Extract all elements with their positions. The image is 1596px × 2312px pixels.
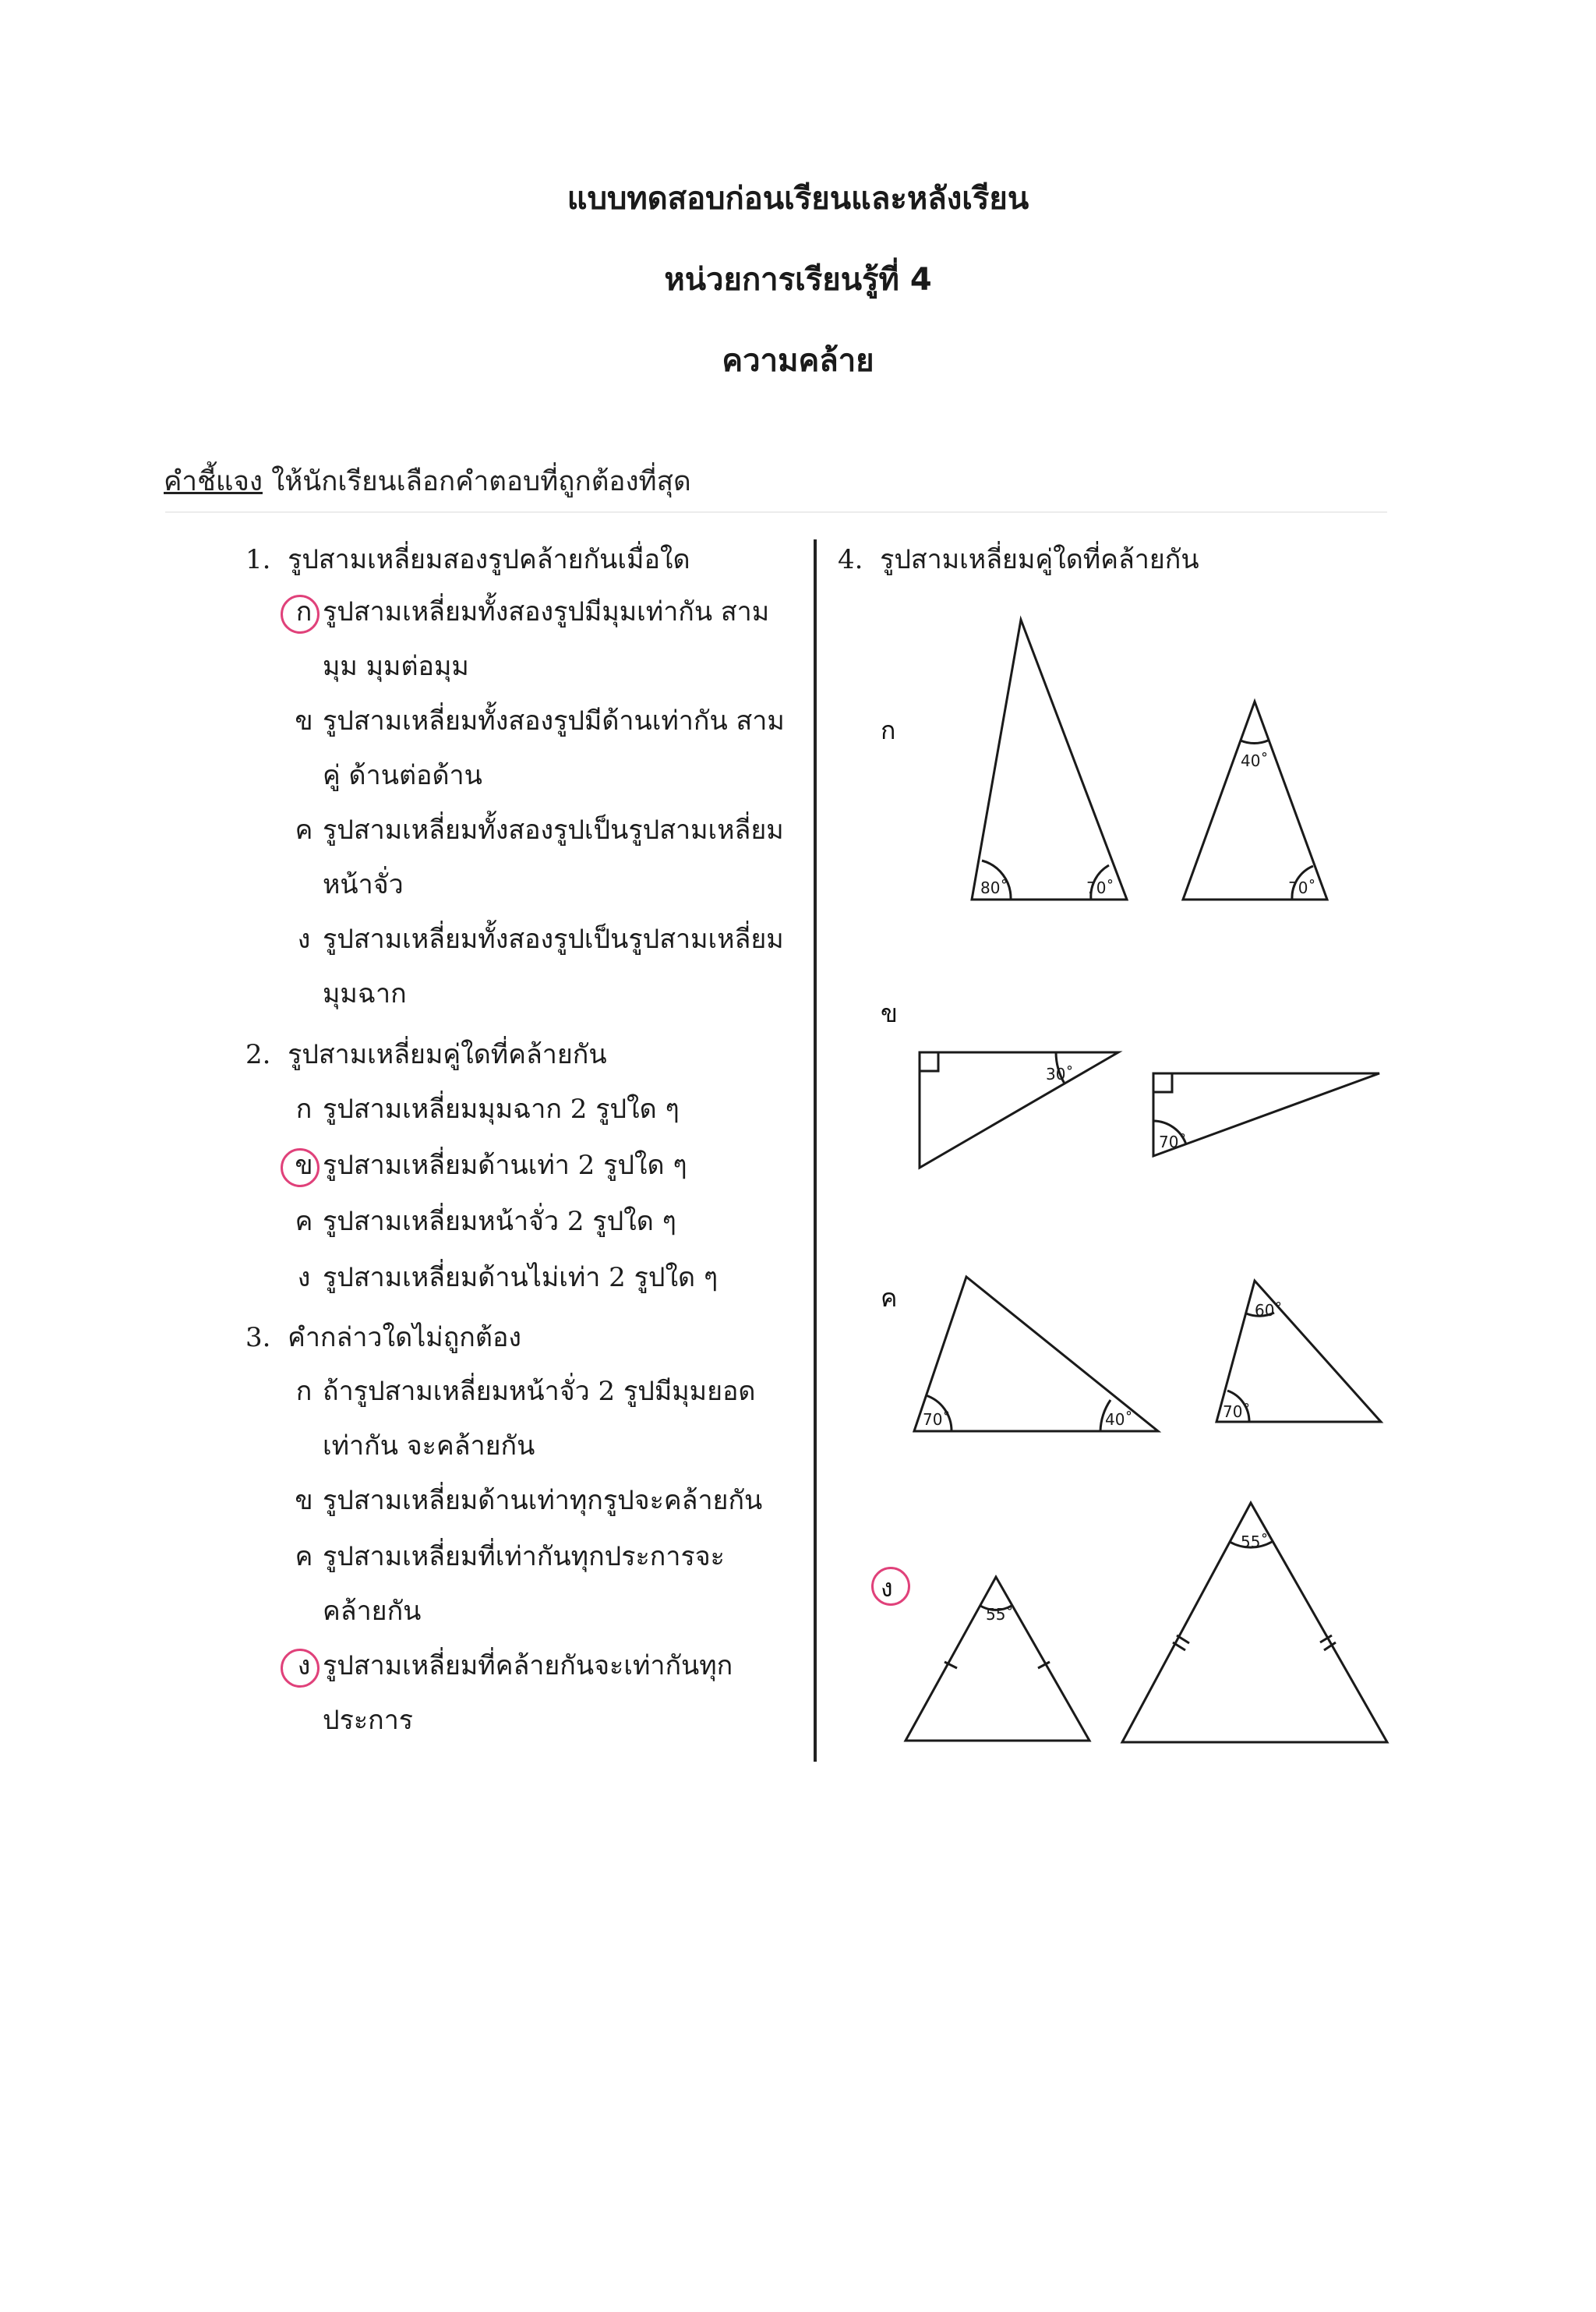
tick-mark (1177, 1635, 1189, 1643)
option-key: ง (297, 924, 311, 955)
option-text: รูปสามเหลี่ยมทั้งสองรูปเป็นรูปสามเหลี่ยม หน้าจั่ว (323, 815, 784, 900)
option-text: รูปสามเหลี่ยมที่คล้ายกันจะเท่ากันทุก ประการ (323, 1650, 733, 1736)
tick-mark (1324, 1642, 1336, 1650)
option-text: รูปสามเหลี่ยมทั้งสองรูปเป็นรูปสามเหลี่ยม มุมฉาก (323, 924, 784, 1009)
option-text: รูปสามเหลี่ยมมุมฉาก 2 รูปใด ๆ (323, 1094, 680, 1125)
angle-arc (1241, 741, 1268, 744)
angle-label: 55˚ (1241, 1532, 1269, 1551)
q3-option-b[interactable] (288, 1473, 795, 1528)
angle-label: 70˚ (1288, 878, 1316, 897)
angle-label: 80˚ (980, 878, 1008, 897)
q4-option-d-key[interactable]: ง (881, 1573, 893, 1603)
angle-arc (1091, 865, 1109, 900)
question-3 (245, 1316, 521, 1358)
angle-arc (982, 861, 1011, 900)
instruction (164, 460, 691, 503)
triangle-a1 (972, 620, 1127, 900)
answer-mark-circle (281, 1649, 320, 1688)
q4-option-b-key[interactable]: ข (881, 999, 898, 1028)
divider (165, 511, 1387, 513)
triangle-a2 (1183, 702, 1327, 900)
q3-option-d[interactable] (288, 1639, 795, 1748)
angle-label: 70˚ (1223, 1402, 1251, 1421)
option-key: ง (297, 1650, 311, 1681)
angle-label: 55˚ (986, 1605, 1014, 1624)
question-number: 2. (245, 1039, 271, 1070)
angle-arc (1056, 1052, 1065, 1084)
question-2 (245, 1033, 607, 1075)
option-key: ข (295, 1485, 313, 1516)
angle-label: 40˚ (1241, 751, 1269, 770)
q1-option-a[interactable] (288, 585, 795, 694)
option-text: รูปสามเหลี่ยมทั้งสองรูปมีด้านเท่ากัน สามคู่ ด้านต่อด้าน (323, 705, 785, 791)
option-text: รูปสามเหลี่ยมด้านเท่า 2 รูปใด ๆ (323, 1150, 687, 1181)
angle-arc (980, 1606, 1012, 1610)
question-text: รูปสามเหลี่ยมสองรูปคล้ายกันเมื่อใด (288, 544, 690, 575)
angle-label: 70˚ (1159, 1133, 1187, 1151)
question-4 (838, 538, 1199, 580)
angle-arc (1100, 1400, 1110, 1431)
option-key: ค (295, 815, 313, 846)
option-text: รูปสามเหลี่ยมด้านเท่าทุกรูปจะคล้ายกัน (323, 1485, 763, 1516)
angle-arc (1153, 1121, 1186, 1144)
triangle-c1 (914, 1277, 1158, 1431)
question-text: รูปสามเหลี่ยมคู่ใดที่คล้ายกัน (288, 1039, 607, 1070)
angle-arc (1230, 1542, 1272, 1547)
option-key: ง (297, 1262, 311, 1293)
option-key: ก (295, 596, 312, 627)
q3-option-a[interactable] (288, 1364, 795, 1473)
triangle-d1 (906, 1577, 1089, 1741)
question-text: คำกล่าวใดไม่ถูกต้อง (288, 1322, 521, 1353)
tick-mark (945, 1662, 957, 1668)
q3-option-c[interactable] (288, 1529, 795, 1639)
tick-mark (1320, 1635, 1332, 1642)
angle-arc (1292, 866, 1313, 900)
q1-option-c[interactable] (288, 803, 795, 912)
option-key: ค (295, 1541, 313, 1572)
question-number: 1. (245, 544, 271, 575)
angle-label: 70˚ (923, 1410, 951, 1429)
option-text: รูปสามเหลี่ยมหน้าจั่ว 2 รูปใด ๆ (323, 1206, 676, 1237)
option-text: รูปสามเหลี่ยมด้านไม่เท่า 2 รูปใด ๆ (323, 1262, 719, 1293)
option-key: ก (295, 1094, 312, 1125)
title-line-3: ความคล้าย (722, 343, 874, 379)
option-key: ข (295, 1150, 313, 1181)
title-line-2: หน่วยการเรียนรู้ที่ 4 (664, 262, 932, 298)
title-line-1: แบบทดสอบก่อนเรียนและหลังเรียน (567, 181, 1029, 217)
q2-option-b[interactable] (288, 1138, 795, 1193)
q2-option-c[interactable] (288, 1194, 795, 1249)
tick-mark (1038, 1662, 1050, 1668)
answer-mark-circle (281, 1148, 320, 1187)
angle-label: 30˚ (1046, 1065, 1074, 1084)
option-text: รูปสามเหลี่ยมที่เท่ากันทุกประการจะ คล้ายกัน (323, 1541, 725, 1627)
answer-mark-circle (281, 595, 320, 634)
angle-arc (1246, 1313, 1274, 1316)
question-1 (245, 538, 690, 580)
option-text: รูปสามเหลี่ยมทั้งสองรูปมีมุมเท่ากัน สามมุม มุมต่อมุม (323, 596, 770, 682)
triangle-c2 (1216, 1281, 1381, 1422)
column-divider (814, 539, 817, 1762)
option-key: ค (295, 1206, 313, 1237)
question-number: 4. (838, 544, 863, 575)
angle-arc (926, 1395, 952, 1431)
q4-option-a-key[interactable]: ก (881, 716, 896, 745)
option-key: ก (295, 1376, 312, 1407)
right-angle-mark (1153, 1073, 1172, 1092)
angle-label: 70˚ (1086, 878, 1114, 897)
angle-label: 60˚ (1255, 1301, 1283, 1320)
tick-mark (1173, 1642, 1185, 1650)
answer-mark-circle (871, 1567, 910, 1606)
q1-option-d[interactable] (288, 912, 795, 1021)
question-number: 3. (245, 1322, 271, 1353)
q4-option-c-key[interactable]: ค (881, 1283, 898, 1313)
triangle-b1 (920, 1052, 1118, 1168)
instruction-text: ให้นักเรียนเลือกคำตอบที่ถูกต้องที่สุด (262, 466, 691, 497)
instruction-label: คำชี้แจง (164, 466, 263, 497)
angle-label: 40˚ (1105, 1410, 1133, 1429)
q2-option-a[interactable] (288, 1082, 795, 1137)
q1-option-b[interactable] (288, 694, 795, 803)
question-text: รูปสามเหลี่ยมคู่ใดที่คล้ายกัน (880, 544, 1199, 575)
option-text: ถ้ารูปสามเหลี่ยมหน้าจั่ว 2 รูปมีมุมยอด เท่ากัน จะคล้ายกัน (323, 1376, 756, 1462)
option-key: ข (295, 705, 313, 737)
angle-arc (1227, 1391, 1249, 1422)
triangle-d2 (1122, 1503, 1387, 1742)
right-angle-mark (920, 1052, 938, 1071)
q2-option-d[interactable] (288, 1250, 795, 1305)
triangle-b2 (1153, 1073, 1379, 1156)
